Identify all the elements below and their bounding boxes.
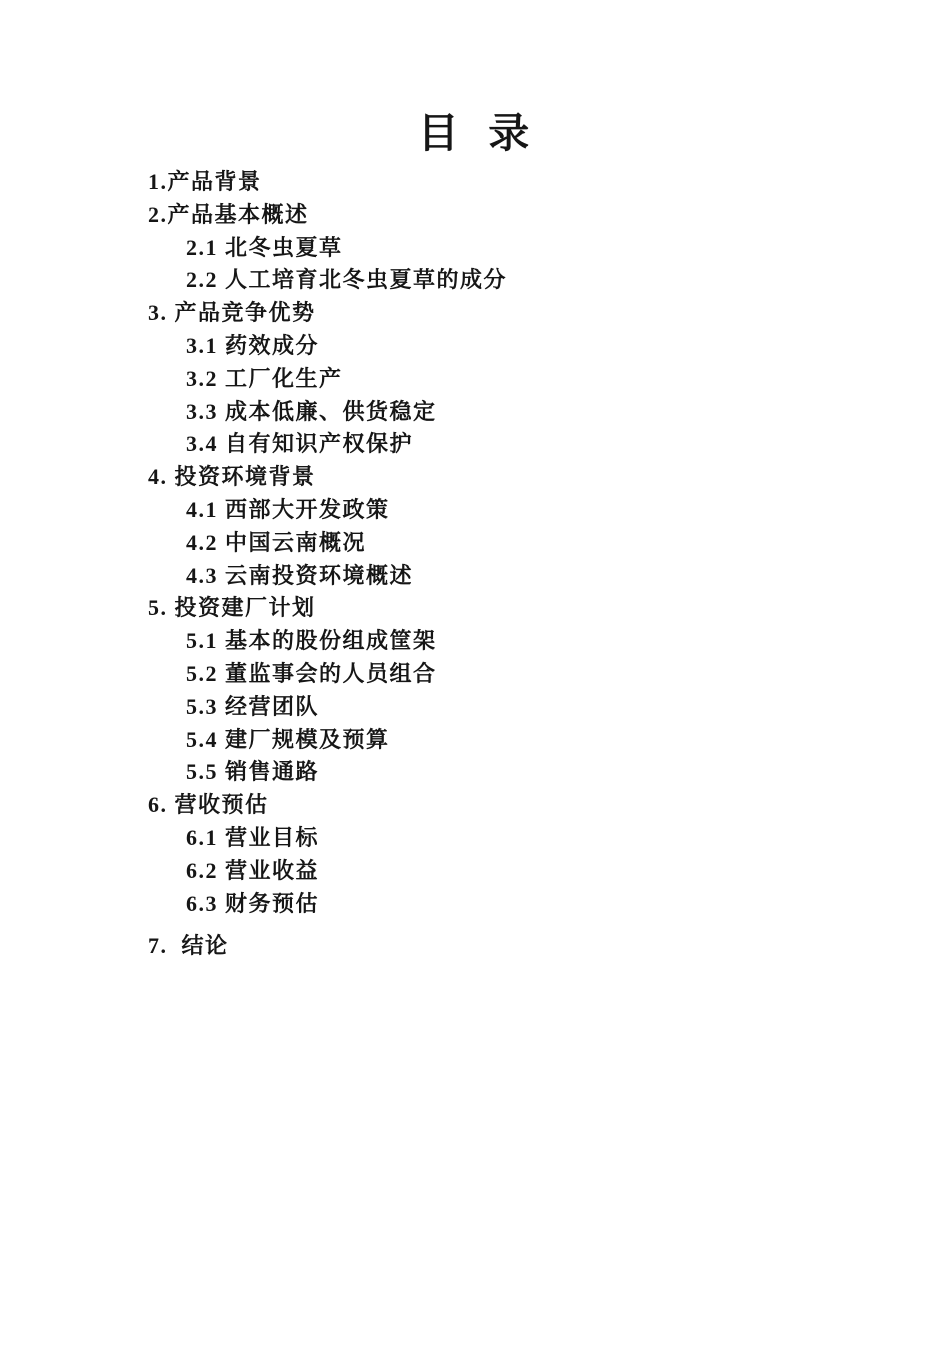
toc-item: 4.2 中国云南概况 xyxy=(186,529,367,555)
page-title: 目 录 xyxy=(417,110,533,156)
toc-item: 1.产品背景 xyxy=(148,169,262,194)
toc-item: 5.1 基本的股份组成筐架 xyxy=(186,628,437,654)
toc-item: 6. 营收预估 xyxy=(148,792,269,818)
toc-item: 6.3 财务预估 xyxy=(186,890,320,916)
toc-item: 2.产品基本概述 xyxy=(148,201,309,227)
toc-item: 3.3 成本低廉、供货稳定 xyxy=(186,398,437,424)
toc-item: 6.1 营业目标 xyxy=(186,824,320,850)
toc-list xyxy=(0,166,950,963)
toc-item: 6.2 营业收益 xyxy=(186,857,320,883)
toc-item: 5.2 董监事会的人员组合 xyxy=(186,660,437,686)
toc-item: 2.1 北冬虫夏草 xyxy=(186,234,343,260)
toc-item: 2.2 人工培育北冬虫夏草的成分 xyxy=(186,267,508,293)
toc-item: 3.1 药效成分 xyxy=(186,332,320,358)
toc-item: 4.1 西部大开发政策 xyxy=(186,496,390,522)
toc-item: 5.3 经营团队 xyxy=(186,693,320,719)
toc-item: 5. 投资建厂计划 xyxy=(148,595,316,621)
toc-item: 3. 产品竞争优势 xyxy=(148,300,316,326)
toc-item: 4. 投资环境背景 xyxy=(148,464,316,490)
toc-item: 7. 结论 xyxy=(148,933,229,959)
toc-item: 5.5 销售通路 xyxy=(186,759,320,785)
toc-item: 3.2 工厂化生产 xyxy=(186,365,343,391)
toc-item: 4.3 云南投资环境概述 xyxy=(186,562,414,588)
toc-item: 5.4 建厂规模及预算 xyxy=(186,726,390,752)
toc-item: 3.4 自有知识产权保护 xyxy=(186,431,414,457)
